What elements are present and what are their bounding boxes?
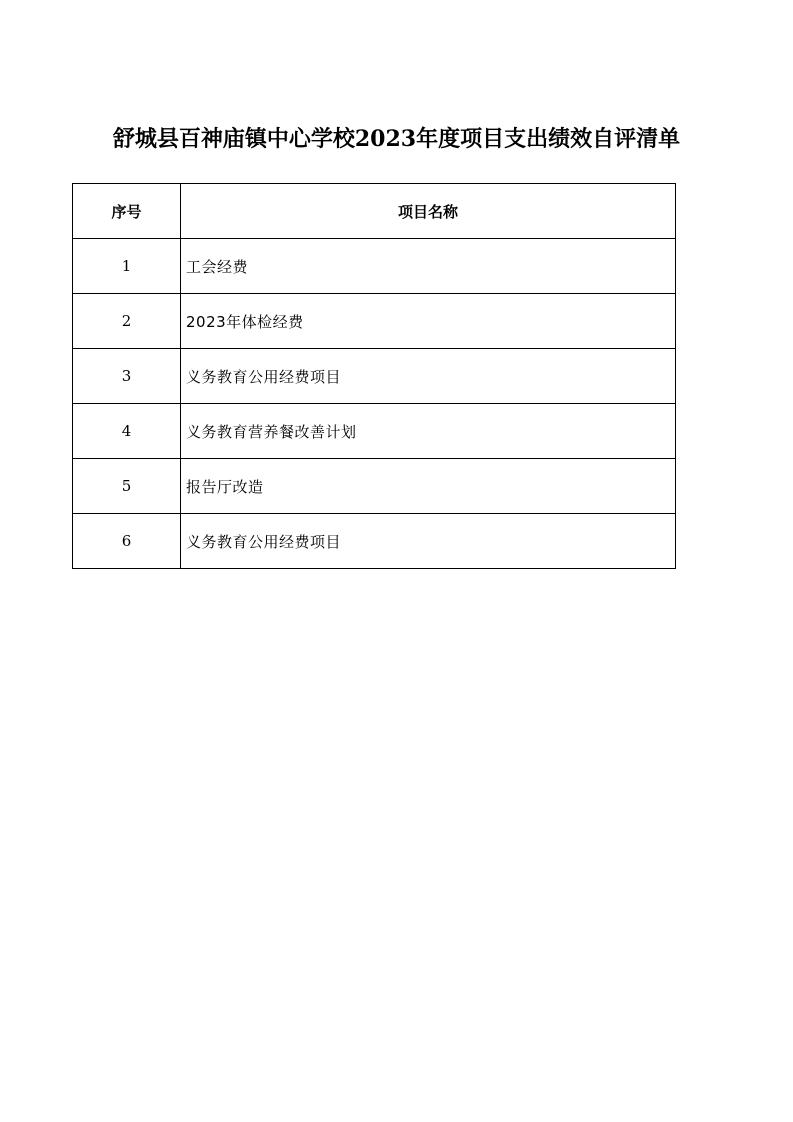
row-serial-number: 1	[73, 239, 181, 294]
row-serial-number: 3	[73, 349, 181, 404]
row-serial-number: 4	[73, 404, 181, 459]
row-project-name: 2023年体检经费	[181, 294, 676, 349]
document-title: 舒城县百神庙镇中心学校2023年度项目支出绩效自评清单	[112, 126, 681, 152]
header-project-name: 项目名称	[181, 184, 676, 239]
row-project-name: 义务教育公用经费项目	[181, 349, 676, 404]
project-list-table	[72, 183, 676, 569]
row-project-name: 工会经费	[181, 239, 676, 294]
header-serial-number: 序号	[73, 184, 181, 239]
table-header-row	[73, 184, 676, 239]
table-row	[73, 239, 676, 294]
row-serial-number: 2	[73, 294, 181, 349]
table-row	[73, 404, 676, 459]
table-row	[73, 459, 676, 514]
row-project-name: 义务教育公用经费项目	[181, 514, 676, 569]
row-project-name: 报告厅改造	[181, 459, 676, 514]
row-serial-number: 5	[73, 459, 181, 514]
table-row	[73, 514, 676, 569]
table-row	[73, 294, 676, 349]
row-serial-number: 6	[73, 514, 181, 569]
row-project-name: 义务教育营养餐改善计划	[181, 404, 676, 459]
table-row	[73, 349, 676, 404]
